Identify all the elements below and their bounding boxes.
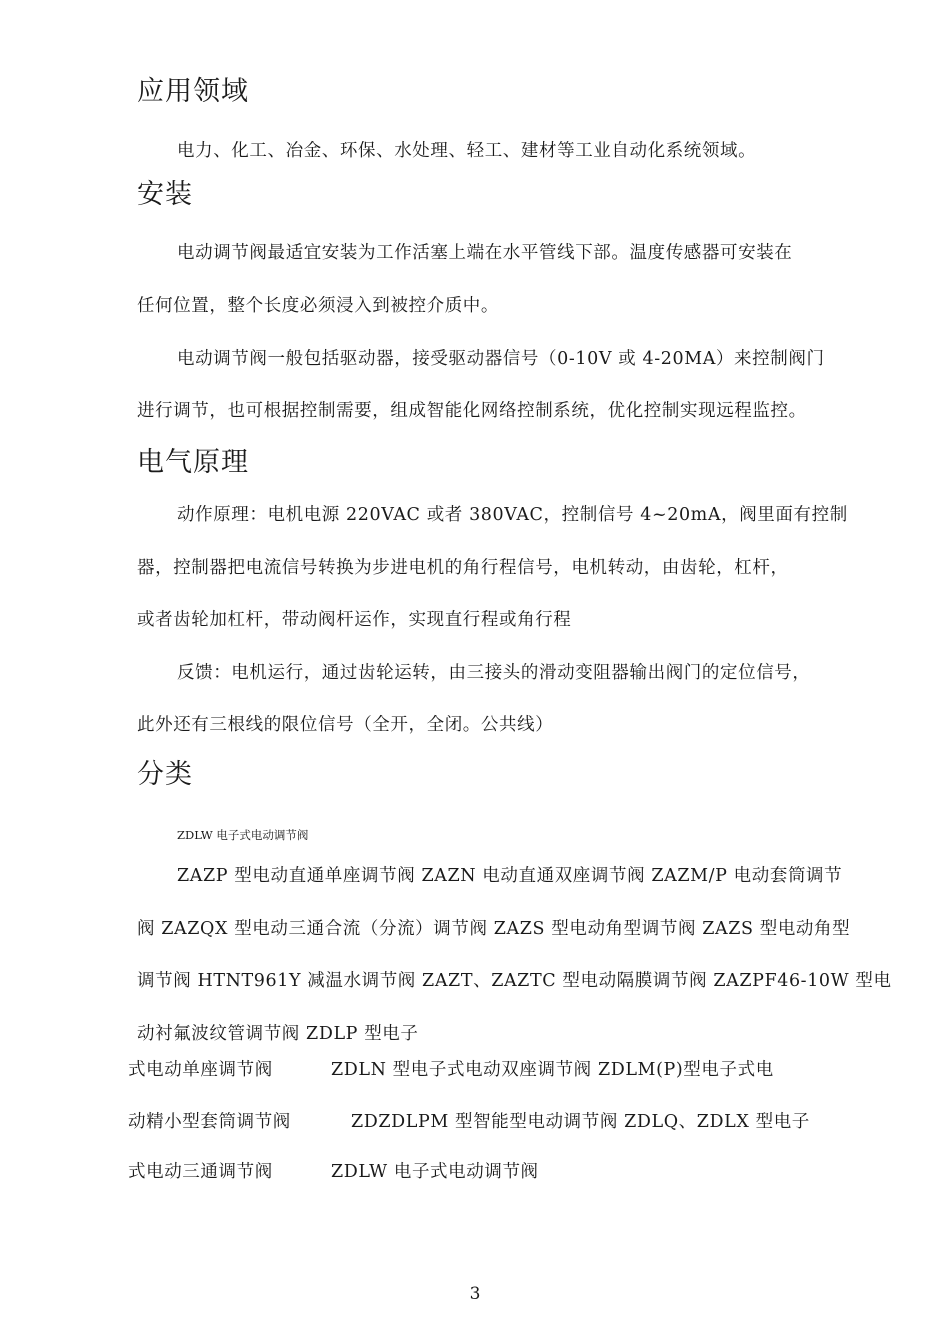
category-row-1-right: ZDLN 型电子式电动双座调节阀 ZDLM(P)型电子式电 <box>331 1060 774 1080</box>
category-subtitle: ZDLW 电子式电动调节阀 <box>177 828 309 842</box>
electrical-line-4: 反馈：电机运行，通过齿轮运转，由三接头的滑动变阻器输出阀门的定位信号， <box>177 663 811 683</box>
category-line-1: ZAZP 型电动直通单座调节阀 ZAZN 电动直通双座调节阀 ZAZM/P 电动套筒调节 <box>177 866 843 886</box>
category-line-2: 阀 ZAZQX 型电动三通合流（分流）调节阀 ZAZS 型电动角型调节阀 ZAZS 型电动角型 <box>137 919 851 939</box>
category-row-3-right: ZDLW 电子式电动调节阀 <box>331 1162 539 1182</box>
electrical-line-5: 此外还有三根线的限位信号（全开，全闭。公共线） <box>137 715 554 735</box>
category-row-3-left: 式电动三通调节阀 <box>128 1162 273 1182</box>
heading-install: 安装 <box>137 179 193 210</box>
install-line-2: 任何位置，整个长度必须浸入到被控介质中。 <box>137 296 499 316</box>
heading-application: 应用领域 <box>137 76 249 107</box>
category-row-1-left: 式电动单座调节阀 <box>128 1060 273 1080</box>
application-text: 电力、化工、冶金、环保、水处理、轻工、建材等工业自动化系统领域。 <box>177 141 757 161</box>
category-line-4: 动衬氟波纹管调节阀 ZDLP 型电子 <box>137 1024 419 1044</box>
electrical-line-2: 器，控制器把电流信号转换为步进电机的角行程信号，电机转动，由齿轮，杠杆， <box>137 558 789 578</box>
install-line-4: 进行调节，也可根据控制需要，组成智能化网络控制系统，优化控制实现远程监控。 <box>137 401 807 421</box>
install-line-1: 电动调节阀最适宜安装为工作活塞上端在水平管线下部。温度传感器可安装在 <box>177 243 793 263</box>
page-number: 3 <box>469 1284 481 1304</box>
category-row-2-left: 动精小型套筒调节阀 <box>128 1112 291 1132</box>
heading-category: 分类 <box>137 759 193 790</box>
category-row-2-right: ZDZDLPM 型智能型电动调节阀 ZDLQ、ZDLX 型电子 <box>351 1112 810 1132</box>
heading-electrical: 电气原理 <box>137 447 249 478</box>
category-line-3: 调节阀 HTNT961Y 减温水调节阀 ZAZT、ZAZTC 型电动隔膜调节阀 ZAZPF46-10W 型电 <box>137 971 892 991</box>
install-line-3: 电动调节阀一般包括驱动器，接受驱动器信号（0-10V 或 4-20MA）来控制阀门 <box>177 349 825 369</box>
electrical-line-1: 动作原理：电机电源 220VAC 或者 380VAC，控制信号 4~20mA，阀里面有控制 <box>177 505 848 525</box>
electrical-line-3: 或者齿轮加杠杆，带动阀杆运作，实现直行程或角行程 <box>137 610 572 630</box>
